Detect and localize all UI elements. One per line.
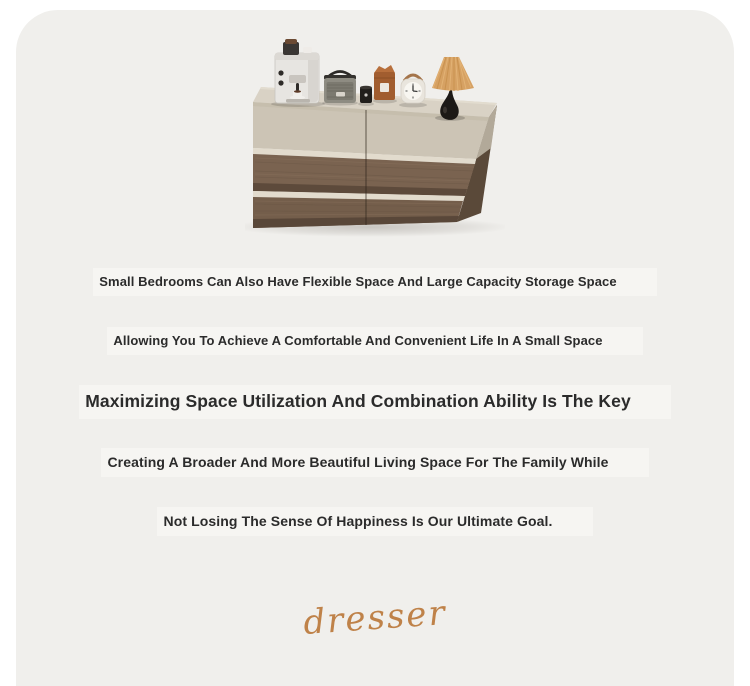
copy-line-2 bbox=[0, 327, 750, 355]
dresser-cabinet bbox=[253, 87, 497, 228]
retro-speaker bbox=[322, 72, 358, 106]
black-cup bbox=[358, 86, 374, 106]
dresser-illustration bbox=[245, 25, 505, 240]
copy-line-2-text: Allowing You To Achieve A Comfortable And Convenient Life In A Small Space bbox=[107, 327, 642, 355]
copy-line-4-text: Creating A Broader And More Beautiful Living Space For The Family While bbox=[101, 448, 648, 477]
paper-bag bbox=[373, 65, 397, 103]
copy-line-3-text: Maximizing Space Utilization And Combination Ability Is The Key bbox=[79, 385, 671, 419]
copy-line-5-text: Not Losing The Sense Of Happiness Is Our Ultimate Goal. bbox=[157, 507, 592, 536]
copy-line-3 bbox=[0, 385, 750, 419]
copy-line-1 bbox=[0, 268, 750, 296]
copy-line-1-text: Small Bedrooms Can Also Have Flexible Space And Large Capacity Storage Space bbox=[93, 268, 656, 296]
espresso-machine bbox=[271, 39, 325, 107]
hero-image bbox=[245, 25, 505, 240]
dresser-signature: dresser bbox=[302, 593, 448, 643]
copy-line-4 bbox=[0, 448, 750, 477]
lamp-base bbox=[440, 88, 459, 120]
copy-line-5 bbox=[0, 507, 750, 536]
